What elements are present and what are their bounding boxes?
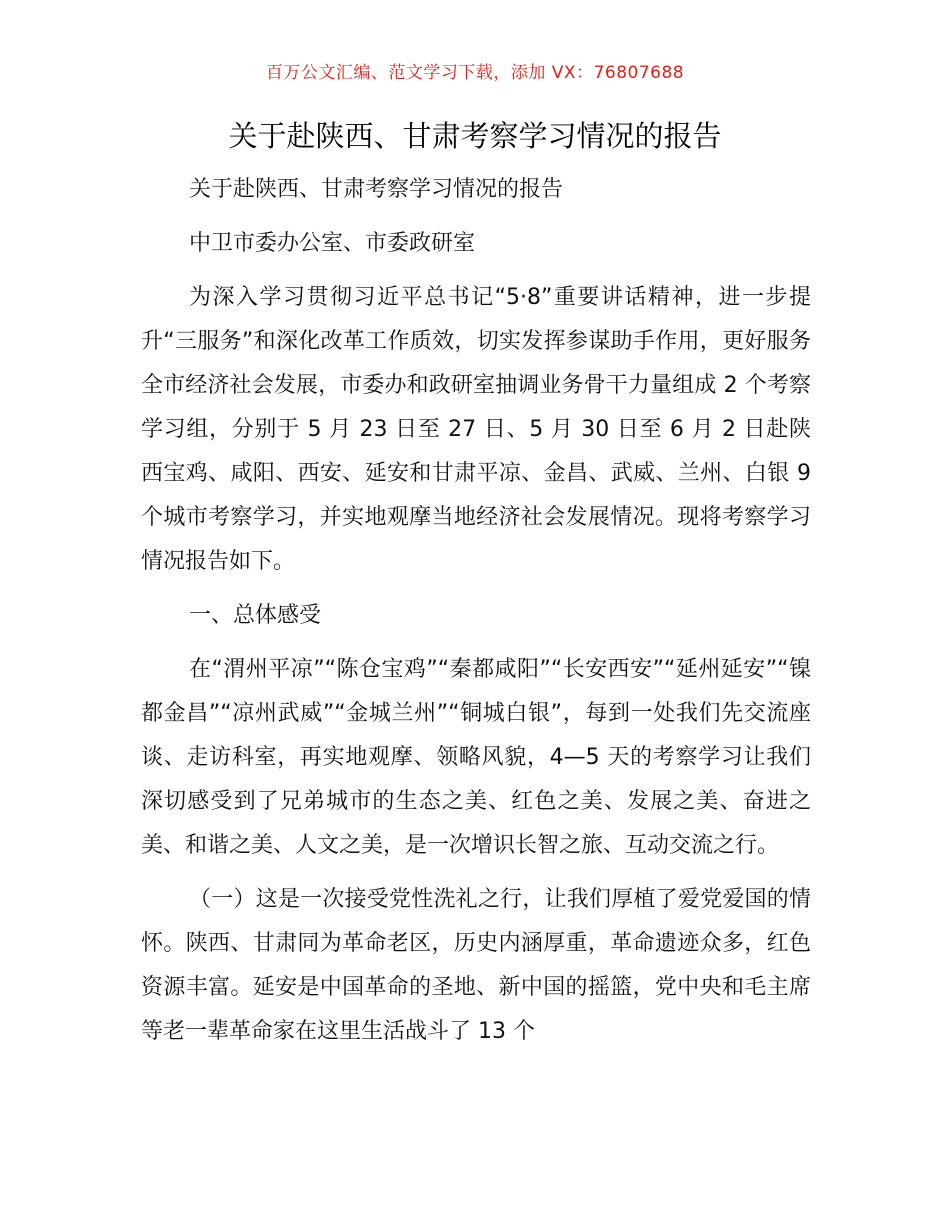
- document-body: [141, 168, 811, 1064]
- section-heading: 一、总体感受: [189, 603, 322, 628]
- paragraph: 在“渭州平凉”“陈仓宝鸡”“秦都咸阳”“长安西安”“延州延安”“镍都金昌”“凉州武威”“金城兰州”“铜城白银”，每到一处我们先交流座谈、走访科室，再实地观摩、领略风貌，4—5 天的考察学习让我们深切感受到了兄弟城市的生态之美、红色之美、发展之美、奋进之美、和谐之美、人文之美，是一次增识长智之旅、互动交流之行。: [141, 657, 811, 858]
- document-subtitle: 关于赴陕西、甘肃考察学习情况的报告: [189, 177, 564, 202]
- paragraph: 为深入学习贯彻习近平总书记“5·8”重要讲话精神，进一步提升“三服务”和深化改革工作质效，切实发挥参谋助手作用，更好服务全市经济社会发展，市委办和政研室抽调业务骨干力量组成 2 个考察学习组，分别于 5 月 23 日至 27 日、5 月 30 日至 6 月 2 日赴陕西宝鸡、咸阳、西安、延安和甘肃平凉、金昌、武威、兰州、白银 9 个城市考察学习，并实地观摩当地经济社会发展情况。现将考察学习情况报告如下。: [141, 285, 811, 574]
- document-author: 中卫市委办公室、市委政研室: [189, 231, 476, 256]
- watermark-banner: 百万公文汇编、范文学习下载，添加 VX：76807688: [265, 63, 685, 83]
- document-title: 关于赴陕西、甘肃考察学习情况的报告: [228, 119, 722, 153]
- paragraph: （一）这是一次接受党性洗礼之行，让我们厚植了爱党爱国的情怀。陕西、甘肃同为革命老区，历史内涵厚重，革命遗迹众多，红色资源丰富。延安是中国革命的圣地、新中国的摇篮，党中央和毛主席等老一辈革命家在这里生活战斗了 13 个: [141, 887, 811, 1044]
